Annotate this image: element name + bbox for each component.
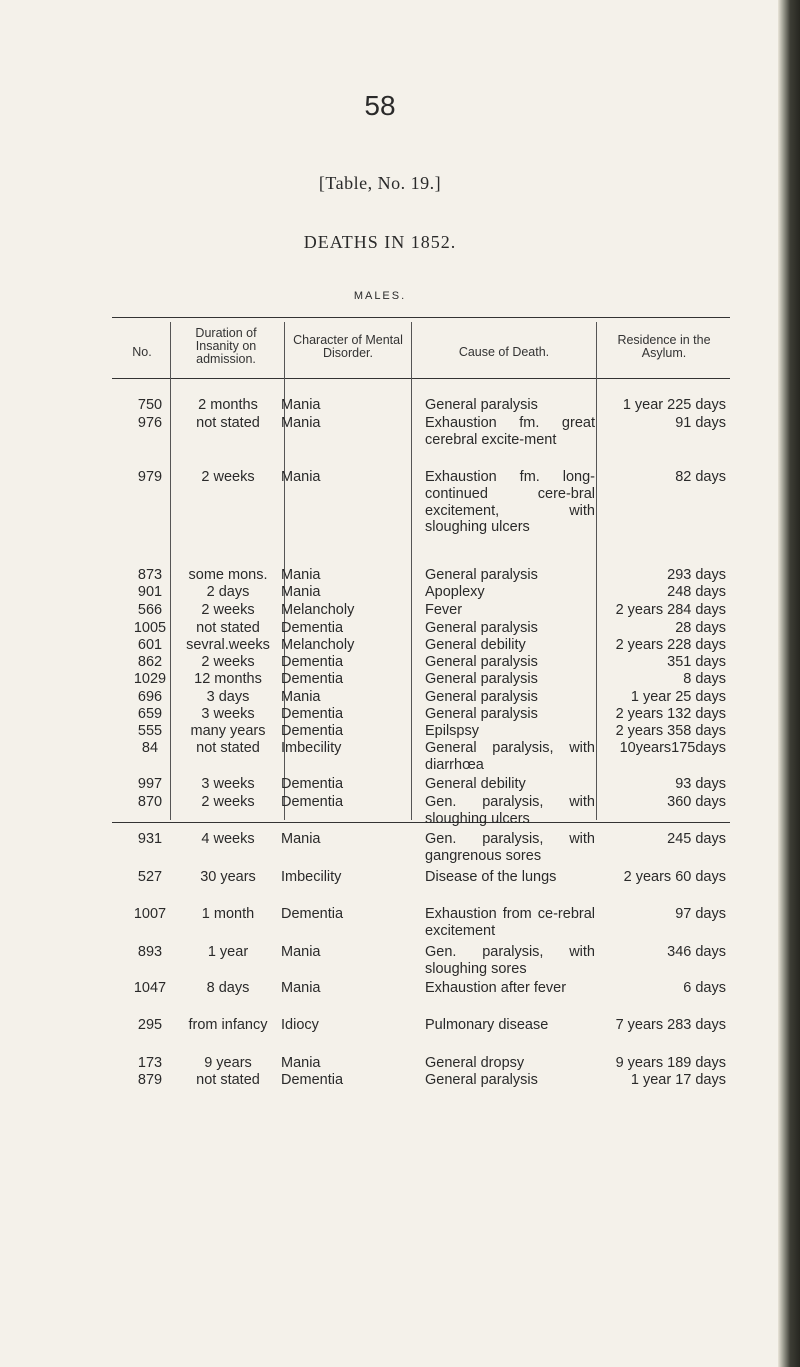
- cell-duration: 2 weeks: [201, 794, 255, 810]
- table-row: [0, 584, 760, 604]
- cell-duration: 9 years: [204, 1055, 252, 1071]
- cell-character: Melancholy: [281, 602, 355, 618]
- cell-character: Dementia: [281, 906, 344, 922]
- cell-no: 1047: [133, 980, 167, 996]
- cell-no: 173: [137, 1055, 163, 1071]
- cell-duration: not stated: [196, 740, 260, 756]
- cell-residence: 97 days: [675, 906, 726, 922]
- cell-no: 870: [137, 794, 163, 810]
- cell-residence: 28 days: [675, 620, 726, 636]
- cell-cause: General paralysis: [425, 620, 538, 636]
- table-row: [0, 980, 760, 1000]
- cell-duration: 3 weeks: [201, 706, 255, 722]
- cell-no: 555: [137, 723, 163, 739]
- cell-cause: General paralysis: [425, 1072, 538, 1088]
- cell-cause: Apoplexy: [425, 584, 485, 600]
- page-number: 58: [364, 90, 396, 121]
- cell-duration: 2 weeks: [201, 469, 255, 485]
- table-row: [0, 1072, 760, 1092]
- cell-duration: many years: [190, 723, 266, 739]
- cell-cause: General paralysis: [425, 671, 538, 687]
- cell-cause: General paralysis: [425, 706, 538, 722]
- cell-residence: 346 days: [667, 944, 726, 960]
- cell-no: 527: [137, 869, 163, 885]
- cell-character: Mania: [281, 584, 321, 600]
- cell-residence: 2 years 60 days: [623, 869, 726, 885]
- cell-character: Idiocy: [281, 1017, 319, 1033]
- cell-no: 84: [141, 740, 159, 756]
- cell-duration: 2 weeks: [201, 602, 255, 618]
- table-row: [0, 1017, 760, 1037]
- cell-duration: not stated: [196, 415, 260, 431]
- cell-no: 931: [137, 831, 163, 847]
- cell-character: Mania: [281, 415, 321, 431]
- cell-cause: General debility: [425, 637, 526, 653]
- scanned-page-edge: [778, 0, 800, 1367]
- cell-residence: 248 days: [667, 584, 726, 600]
- header-bottom-rule: [112, 378, 730, 379]
- table-row: [0, 831, 760, 864]
- cell-character: Mania: [281, 944, 321, 960]
- cell-character: Mania: [281, 689, 321, 705]
- cell-cause: General paralysis: [425, 689, 538, 705]
- table-top-rule: [112, 317, 730, 318]
- cell-character: Mania: [281, 397, 321, 413]
- cell-cause: General paralysis: [425, 567, 538, 583]
- cell-no: 997: [137, 776, 163, 792]
- table-row: [0, 469, 760, 536]
- table-row: [0, 906, 760, 939]
- table-row: [0, 776, 760, 796]
- cell-residence: 293 days: [667, 567, 726, 583]
- cell-character: Mania: [281, 1055, 321, 1071]
- cell-residence: 360 days: [667, 794, 726, 810]
- cell-duration: not stated: [196, 1072, 260, 1088]
- cell-no: 566: [137, 602, 163, 618]
- cell-no: 295: [137, 1017, 163, 1033]
- cell-character: Dementia: [281, 671, 344, 687]
- cell-character: Melancholy: [281, 637, 355, 653]
- cell-no: 1005: [133, 620, 167, 636]
- cell-character: Imbecility: [281, 740, 342, 756]
- table-row: [0, 740, 760, 773]
- cell-residence: 8 days: [683, 671, 726, 687]
- cell-no: 901: [137, 584, 163, 600]
- cell-residence: 1 year 25 days: [630, 689, 726, 705]
- cell-character: Dementia: [281, 776, 344, 792]
- cell-duration: from infancy: [188, 1017, 268, 1033]
- cell-no: 976: [137, 415, 163, 431]
- cell-character: Mania: [281, 567, 321, 583]
- cell-character: Dementia: [281, 620, 344, 636]
- table-row: [0, 869, 760, 889]
- cell-cause: Gen. paralysis, with sloughing sores: [425, 944, 595, 977]
- cell-character: Dementia: [281, 654, 344, 670]
- cell-residence: 6 days: [683, 980, 726, 996]
- cell-cause: Epilspsy: [425, 723, 479, 739]
- cell-no: 601: [137, 637, 163, 653]
- table-row: [0, 415, 760, 448]
- cell-character: Imbecility: [281, 869, 342, 885]
- cell-residence: 9 years 189 days: [615, 1055, 726, 1071]
- cell-character: Dementia: [281, 723, 344, 739]
- table-bottom-rule: [112, 822, 730, 823]
- cell-no: 659: [137, 706, 163, 722]
- cell-no: 979: [137, 469, 163, 485]
- cell-no: 1007: [133, 906, 167, 922]
- cell-no: 750: [137, 397, 163, 413]
- cell-residence: 2 years 284 days: [615, 602, 726, 618]
- cell-no: 862: [137, 654, 163, 670]
- cell-cause: General paralysis: [425, 654, 538, 670]
- cell-duration: 2 days: [206, 584, 250, 600]
- cell-cause: General paralysis: [425, 397, 538, 413]
- cell-residence: 82 days: [675, 469, 726, 485]
- cell-residence: 7 years 283 days: [615, 1017, 726, 1033]
- cell-cause: Pulmonary disease: [425, 1017, 549, 1033]
- cell-residence: 2 years 132 days: [615, 706, 726, 722]
- cell-no: 1029: [133, 671, 167, 687]
- cell-residence: 93 days: [675, 776, 726, 792]
- cell-cause: Fever: [425, 602, 463, 618]
- cell-duration: 30 years: [200, 869, 256, 885]
- cell-character: Mania: [281, 980, 321, 996]
- cell-residence: 245 days: [667, 831, 726, 847]
- cell-duration: 2 months: [198, 397, 258, 413]
- cell-residence: 2 years 228 days: [615, 637, 726, 653]
- cell-duration: 8 days: [206, 980, 250, 996]
- cell-cause: Exhaustion from ce-rebral excitement: [425, 906, 595, 939]
- cell-cause: Exhaustion fm. great cerebral excite-ment: [425, 415, 595, 448]
- cell-cause: Disease of the lungs: [425, 869, 557, 885]
- cell-cause: General paralysis, with diarrhœa: [425, 740, 595, 773]
- cell-character: Dementia: [281, 1072, 344, 1088]
- cell-duration: 1 year: [207, 944, 249, 960]
- cell-residence: 1 year 225 days: [622, 397, 726, 413]
- cell-cause: Gen. paralysis, with sloughing ulcers: [425, 794, 595, 827]
- header-no: No.: [132, 345, 152, 359]
- cell-character: Mania: [281, 469, 321, 485]
- cell-character: Mania: [281, 831, 321, 847]
- cell-residence: 2 years 358 days: [615, 723, 726, 739]
- cell-no: 879: [137, 1072, 163, 1088]
- table-reference: [Table, No. 19.]: [318, 173, 442, 193]
- table-row: [0, 944, 760, 977]
- header-character: Character of Mental Disorder.: [293, 333, 403, 360]
- page-title: DEATHS IN 1852.: [303, 232, 457, 252]
- header-residence: Residence in the Asylum.: [617, 333, 711, 360]
- cell-cause: General debility: [425, 776, 526, 792]
- table-row: [0, 602, 760, 622]
- cell-no: 873: [137, 567, 163, 583]
- table-row: [0, 397, 760, 417]
- cell-duration: 1 month: [201, 906, 255, 922]
- cell-residence: 1 year 17 days: [630, 1072, 726, 1088]
- cell-duration: not stated: [196, 620, 260, 636]
- header-cause: Cause of Death.: [458, 345, 550, 359]
- cell-residence: 10years175days: [619, 740, 726, 756]
- cell-duration: 3 weeks: [201, 776, 255, 792]
- cell-cause: Exhaustion after fever: [425, 980, 567, 996]
- cell-cause: General dropsy: [425, 1055, 525, 1071]
- cell-cause: Exhaustion fm. long-continued cere-bral excitement, with sloughing ulcers: [425, 469, 595, 536]
- cell-duration: 2 weeks: [201, 654, 255, 670]
- cell-residence: 91 days: [675, 415, 726, 431]
- cell-residence: 351 days: [667, 654, 726, 670]
- cell-duration: 3 days: [206, 689, 250, 705]
- cell-character: Dementia: [281, 794, 344, 810]
- cell-duration: 12 months: [194, 671, 262, 687]
- section-subtitle: MALES.: [353, 290, 407, 302]
- cell-duration: some mons.: [188, 567, 268, 583]
- header-duration: Duration of Insanity on admission.: [195, 326, 257, 366]
- table-row: [0, 671, 760, 691]
- cell-duration: sevral.weeks: [186, 637, 270, 653]
- cell-duration: 4 weeks: [201, 831, 255, 847]
- cell-no: 893: [137, 944, 163, 960]
- cell-cause: Gen. paralysis, with gangrenous sores: [425, 831, 595, 864]
- cell-no: 696: [137, 689, 163, 705]
- table-row: [0, 794, 760, 827]
- cell-character: Dementia: [281, 706, 344, 722]
